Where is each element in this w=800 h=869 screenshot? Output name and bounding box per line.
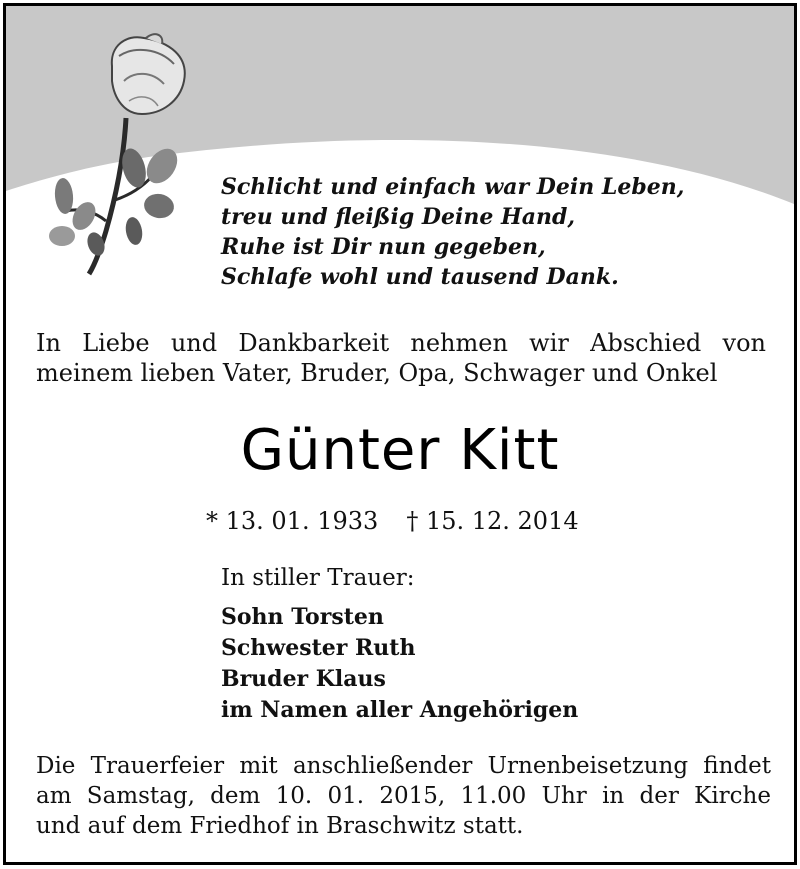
birth-date: * 13. 01. 1933 — [206, 507, 379, 535]
funeral-info — [36, 751, 771, 841]
mourner-name: Sohn Torsten — [221, 604, 384, 630]
death-date: † 15. 12. 2014 — [406, 507, 579, 535]
intro-line-1: In Liebe und Dankbarkeit nehmen wir Abschied von — [36, 329, 766, 357]
funeral-info-line-2: am Samstag, dem 10. 01. 2015, 11.00 Uhr in der Kirche — [36, 783, 771, 809]
deceased-name: Günter Kitt — [240, 418, 560, 483]
funeral-info-line-3: und auf dem Friedhof in Braschwitz statt. — [36, 813, 524, 839]
rose-icon — [34, 26, 204, 276]
funeral-info-line-1: Die Trauerfeier mit anschließender Urnenbeisetzung findet — [36, 753, 771, 779]
intro-text — [36, 328, 766, 388]
intro-line-2: meinem lieben Vater, Bruder, Opa, Schwager und Onkel — [36, 359, 718, 387]
poem-line: treu und fleißig Deine Hand, — [221, 204, 576, 230]
mourner-name: Schwester Ruth — [221, 635, 416, 661]
mourner-name: im Namen aller Angehörigen — [221, 697, 579, 723]
poem-line: Schlafe wohl und tausend Dank. — [221, 264, 619, 290]
mourning-heading: In stiller Trauer: — [221, 565, 415, 591]
poem — [221, 172, 684, 292]
poem-line: Schlicht und einfach war Dein Leben, — [221, 174, 685, 200]
mourner-name: Bruder Klaus — [221, 666, 386, 692]
poem-line: Ruhe ist Dir nun gegeben, — [221, 234, 546, 260]
obituary-card — [3, 3, 797, 865]
mourners-list — [221, 602, 578, 726]
life-dates — [206, 506, 626, 536]
